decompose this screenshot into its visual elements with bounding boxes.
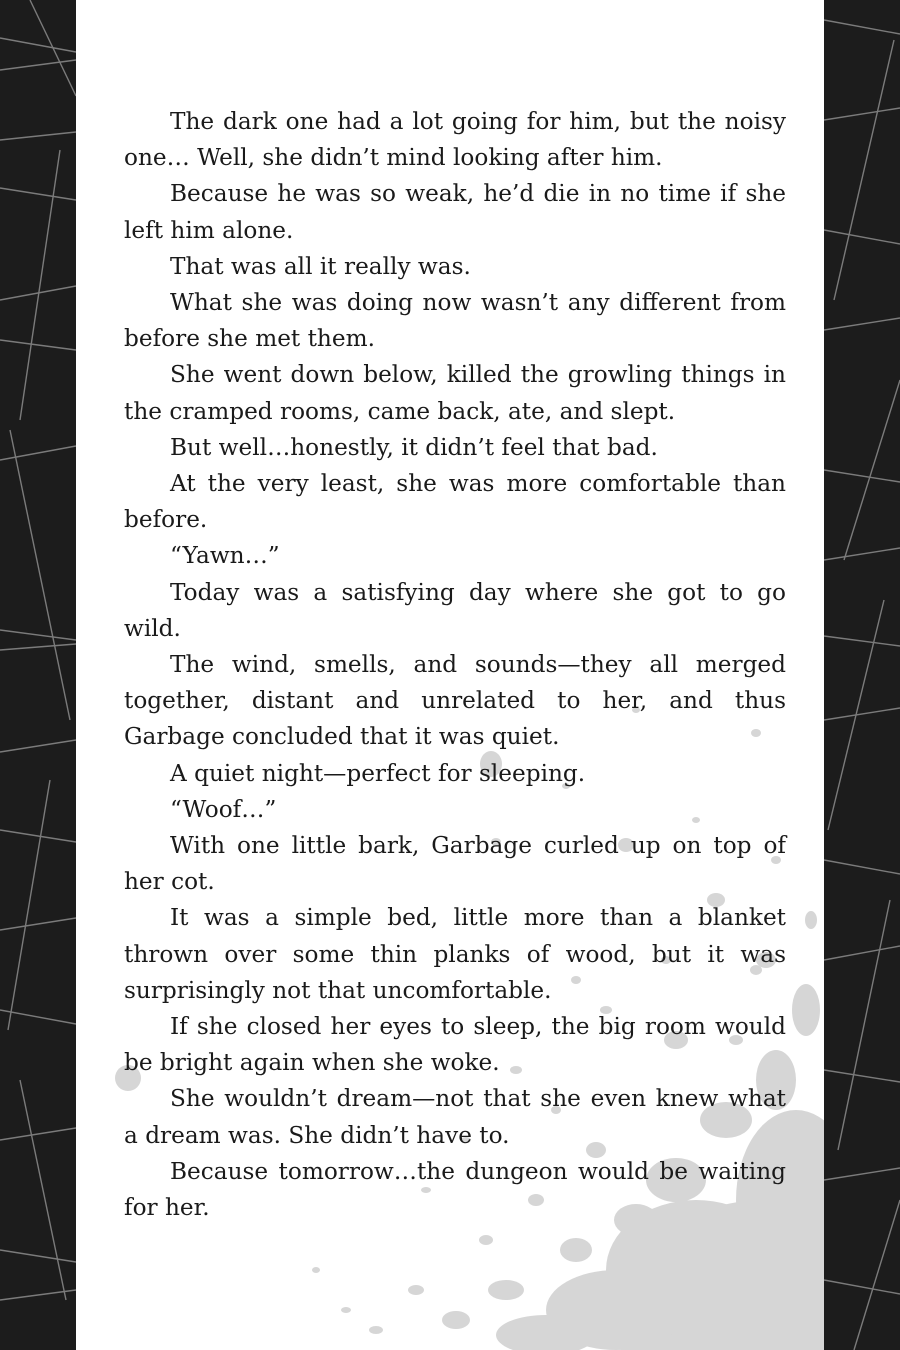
paragraph-16: She wouldn’t dream—not that she even knew what a dream was. She didn’t have to. [124,1085,786,1149]
paragraph-17: Because tomorrow…the dungeon would be waiting for her. [124,1157,786,1222]
paragraph-13: With one little bark, Garbage curled up on top of her cot. [124,832,786,896]
left-scratch-border [0,0,76,1350]
paragraph-12: “Woof…” [170,795,277,823]
paragraph-3: That was all it really was. [170,252,471,280]
right-scratch-border [824,0,900,1350]
paragraph-5: She went down below, killed the growling things in the cramped rooms, came back, ate, and slept. [124,361,786,425]
paragraph-10: The wind, smells, and sounds—they all merged together, distant and unrelated to her, and thus Garbage concluded that it was quiet. [124,651,786,751]
paragraph-2: Because he was so weak, he’d die in no time if she left him alone. [124,180,786,244]
paper-area [76,0,824,1350]
paragraph-4: What she was doing now wasn’t any different from before she met them. [124,289,786,353]
paragraph-1: The dark one had a lot going for him, but the noisy one… Well, she didn’t mind looking after him. [124,108,786,172]
paragraph-8: “Yawn…” [170,542,280,570]
paragraph-14: It was a simple bed, little more than a blanket thrown over some thin planks of wood, but it was surprisingly not that uncomfortable. [124,904,786,1004]
paragraph-6: But well…honestly, it didn’t feel that bad. [170,433,658,461]
chapter-text [124,104,786,1226]
paragraph-9: Today was a satisfying day where she got to go wild. [124,578,786,642]
paragraph-15: If she closed her eyes to sleep, the big room would be bright again when she woke. [124,1013,786,1077]
paragraph-7: At the very least, she was more comfortable than before. [124,470,786,534]
paragraph-11: A quiet night—perfect for sleeping. [170,759,586,787]
